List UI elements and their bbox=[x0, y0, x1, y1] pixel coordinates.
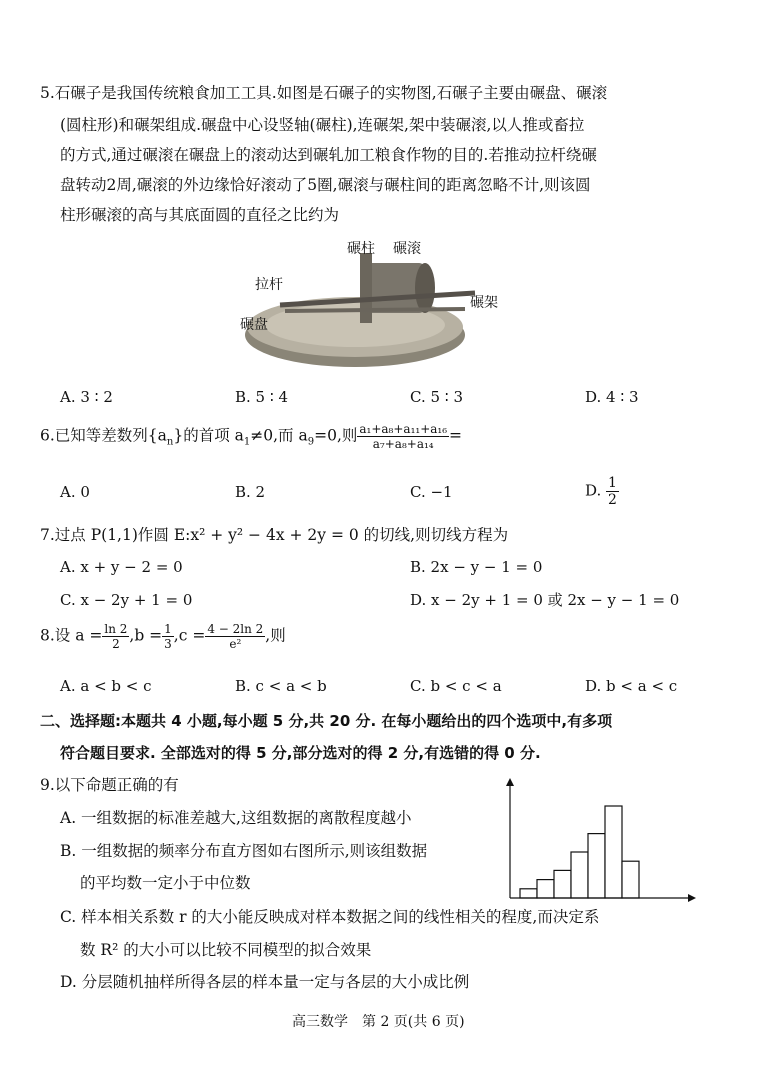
q8-option-b: B. c < a < b bbox=[235, 677, 327, 695]
q8-option-c: C. b < c < a bbox=[410, 677, 502, 695]
histogram-bar bbox=[537, 880, 554, 898]
q6-option-c: C. −1 bbox=[410, 483, 453, 501]
q6-option-d: D. $\frac{1}{2}$ bbox=[585, 475, 617, 508]
q8-option-d: D. b < a < c bbox=[585, 677, 678, 695]
q5-line-2: (圆柱形)和碾架组成.碾盘中心设竖轴(碾柱),连碾架,架中装碾滚,以人推或畜拉 bbox=[60, 116, 585, 134]
q5-option-c: C. 5 ∶ 3 bbox=[410, 388, 464, 406]
histogram-figure bbox=[500, 776, 700, 906]
q6-stem: 6.已知等差数列$\{a_n\}$的首项 $a_1\ne 0$,而 $a_9=0$,则 $\frac{\text{a₁+a₈+a₁₁+a₁₆}}{\text{a₇+a₈+a₁₄}}$ = bbox=[40, 422, 463, 451]
q5-option-b: B. 5 ∶ 4 bbox=[235, 388, 289, 406]
q7-option-c: C. x − 2y + 1 = 0 bbox=[60, 591, 193, 609]
q9-option-c: C. 样本相关系数 r 的大小能反映成对样本数据之间的线性相关的程度,而决定系 bbox=[60, 908, 600, 926]
q7-option-d: D. x − 2y + 1 = 0 或 2x − y − 1 = 0 bbox=[410, 591, 680, 609]
q6-option-a: A. 0 bbox=[60, 483, 90, 501]
q9-option-c-cont: 数 R² 的大小可以比较不同模型的拟合效果 bbox=[80, 941, 372, 959]
q9-option-a: A. 一组数据的标准差越大,这组数据的离散程度越小 bbox=[60, 809, 412, 827]
histogram-bar bbox=[588, 834, 605, 898]
label-rod: 拉杆 bbox=[255, 277, 283, 293]
q9-stem: 9.以下命题正确的有 bbox=[40, 776, 179, 794]
label-pillar: 碾柱 bbox=[347, 241, 375, 257]
histogram-bar bbox=[605, 806, 622, 898]
page-footer: 高三数学 第 2 页(共 6 页) bbox=[292, 1014, 465, 1030]
q8-option-a: A. a < b < c bbox=[60, 677, 152, 695]
q5-line-4: 盘转动2周,碾滚的外边缘恰好滚动了5圈,碾滚与碾柱间的距离忽略不计,则该圆 bbox=[60, 176, 591, 194]
label-roller: 碾滚 bbox=[393, 241, 421, 257]
histogram-bar bbox=[622, 861, 639, 898]
q9-option-b: B. 一组数据的频率分布直方图如右图所示,则该组数据 bbox=[60, 842, 428, 860]
q5-line-3: 的方式,通过碾滚在碾盘上的滚动达到碾轧加工粮食作物的目的.若推动拉杆绕碾 bbox=[60, 146, 597, 164]
histogram-x-arrow bbox=[688, 894, 696, 902]
q5-line-5: 柱形碾滚的高与其底面圆的直径之比约为 bbox=[60, 206, 340, 224]
q7-option-b: B. 2x − y − 1 = 0 bbox=[410, 558, 543, 576]
q5-line-1: 5.石碾子是我国传统粮食加工工具.如图是石碾子的实物图,石碾子主要由碾盘、碾滚 bbox=[40, 84, 608, 102]
label-plate: 碾盘 bbox=[240, 317, 268, 333]
q7-stem: 7.过点 P(1,1)作圆 E:x² + y² − 4x + 2y = 0 的切线,则切线方程为 bbox=[40, 526, 509, 544]
q9-option-b-cont: 的平均数一定小于中位数 bbox=[80, 874, 251, 892]
q5-option-d: D. 4 ∶ 3 bbox=[585, 388, 639, 406]
histogram-bar bbox=[554, 870, 571, 898]
q8-stem: 8.设 a = $\frac{\ln 2}{2}$ ,b = $\frac{1}{3}$ ,c = $\frac{4 - 2\ln 2}{\text{e²}}$ ,则 bbox=[40, 622, 286, 651]
q6-fraction: $\frac{\text{a₁+a₈+a₁₁+a₁₆}}{\text{a₇+a₈+a₁₄}}$ bbox=[359, 422, 448, 451]
histogram-y-arrow bbox=[506, 778, 514, 786]
label-frame: 碾架 bbox=[470, 295, 498, 311]
q7-option-a: A. x + y − 2 = 0 bbox=[60, 558, 183, 576]
section2-heading-cont: 符合题目要求. 全部选对的得 5 分,部分选对的得 2 分,有选错的得 0 分. bbox=[60, 744, 541, 762]
section2-heading: 二、选择题:本题共 4 小题,每小题 5 分,共 20 分. 在每小题给出的四个选项中,有多项 bbox=[40, 712, 613, 730]
q9-option-d: D. 分层随机抽样所得各层的样本量一定与各层的大小成比例 bbox=[60, 973, 470, 991]
q5-option-a: A. 3 ∶ 2 bbox=[60, 388, 113, 406]
histogram-bar bbox=[520, 889, 537, 898]
histogram-bar bbox=[571, 852, 588, 898]
q6-option-b: B. 2 bbox=[235, 483, 266, 501]
